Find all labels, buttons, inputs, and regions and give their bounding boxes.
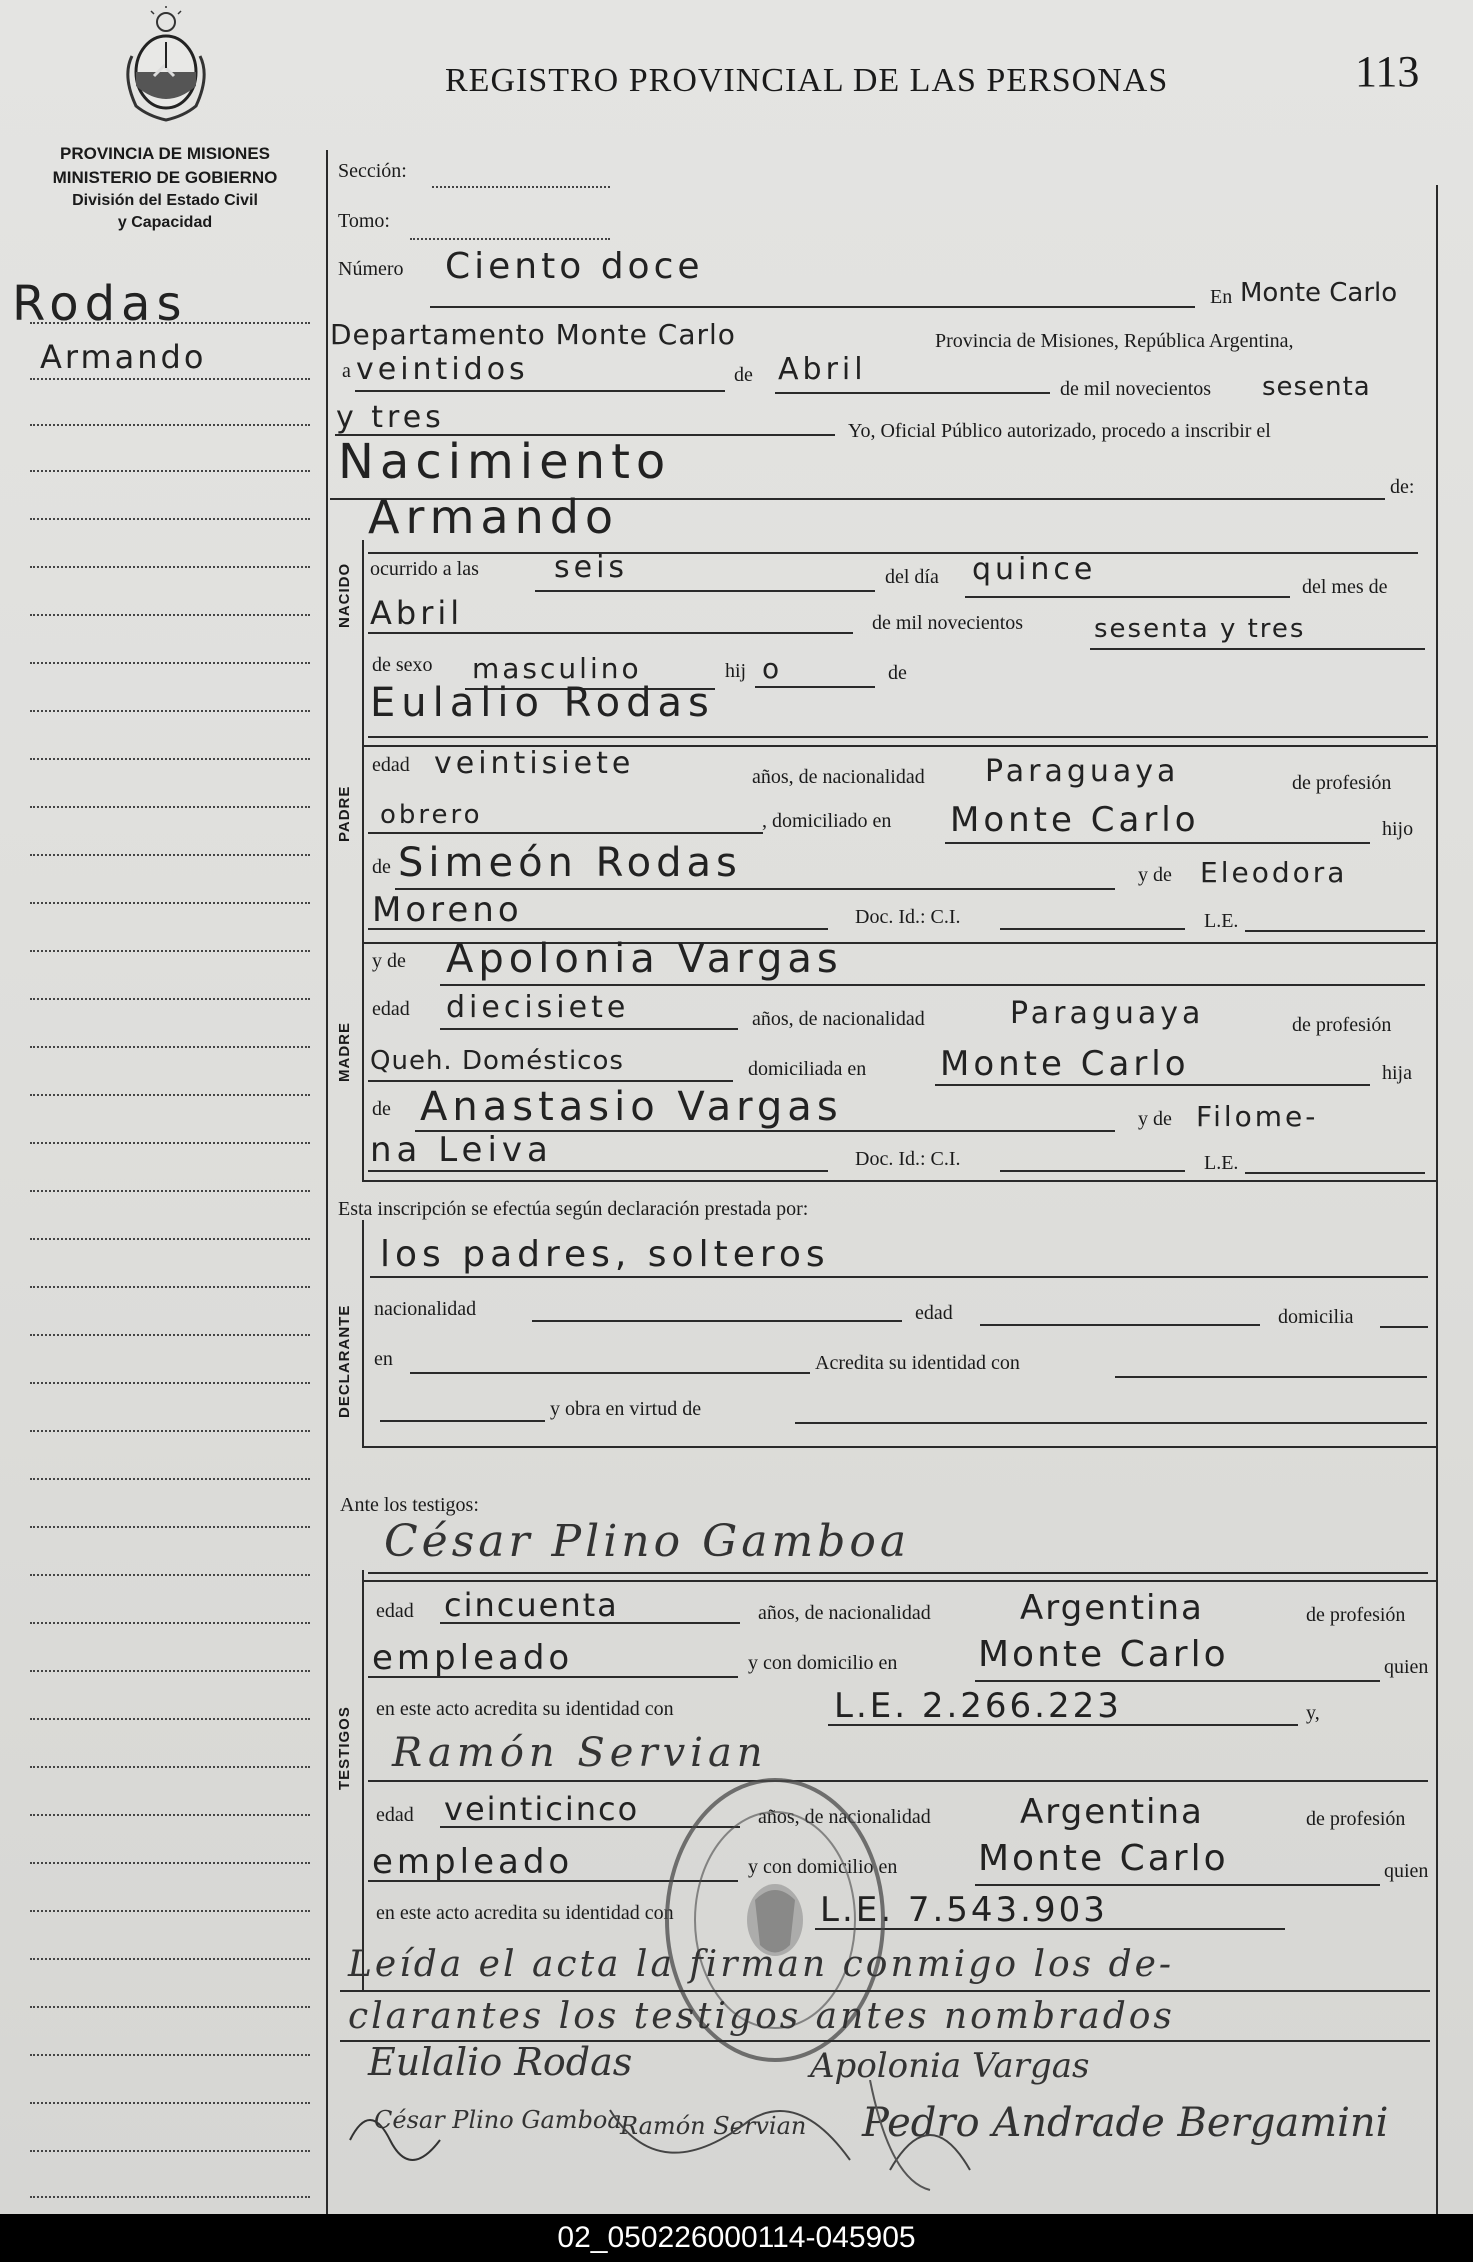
madre-domiciliada-label: domiciliada en	[748, 1058, 867, 1080]
t2-edad-label: edad	[376, 1804, 414, 1826]
margin-surname: Rodas	[12, 276, 188, 332]
declarante-en-label: en	[374, 1348, 393, 1370]
provincia-text: Provincia de Misiones, República Argentina,	[935, 330, 1294, 352]
madre-de-label: de	[372, 1098, 391, 1120]
archive-code-footer: 02_050226000114-045905	[0, 2214, 1473, 2262]
t2-nombre-value: Ramón Servian	[392, 1730, 768, 1776]
padre-padre-value: Simeón Rodas	[398, 840, 742, 886]
padre-domicilio-value: Monte Carlo	[950, 800, 1200, 840]
madre-padre-value: Anastasio Vargas	[420, 1084, 843, 1130]
declarante-side-line	[362, 1220, 364, 1446]
hora-value: seis	[554, 550, 629, 585]
acto-value: Nacimiento	[338, 434, 672, 490]
madre-anios-label: años, de nacionalidad	[752, 1008, 925, 1030]
padre-hijo-label: hijo	[1382, 818, 1414, 840]
nombre-value: Armando	[368, 490, 620, 544]
t2-anios-label: años, de nacionalidad	[758, 1806, 931, 1828]
padre-profesion-label: de profesión	[1292, 772, 1392, 794]
t2-quien-label: quien	[1384, 1860, 1429, 1882]
declaracion-text: Esta inscripción se efectúa según declaración prestada por:	[338, 1198, 809, 1220]
dia-value: quince	[972, 552, 1097, 587]
ocurrido-label: ocurrido a las	[370, 558, 479, 580]
signature-testigo-2: Ramón Servian	[620, 2112, 807, 2140]
office-line-4: y Capacidad	[117, 214, 213, 231]
t1-domicilio-value: Monte Carlo	[978, 1634, 1229, 1675]
t1-y-label: y,	[1306, 1702, 1320, 1724]
declarante-nacionalidad-label: nacionalidad	[374, 1298, 477, 1320]
frame-right-line	[1436, 185, 1438, 2214]
office-line-3: División del Estado Civil	[72, 192, 258, 209]
day-value: veintidos	[356, 352, 529, 387]
t1-acredita-label: en este acto acredita su identidad con	[376, 1698, 674, 1720]
declaracion-value: los padres, solteros	[380, 1234, 830, 1275]
divider-declarante	[362, 1446, 1436, 1448]
year-value-2: y tres	[336, 400, 445, 435]
madre-nacionalidad-value: Paraguaya	[1010, 996, 1205, 1031]
madre-section-label: MADRE	[336, 1022, 353, 1082]
del-mes-label: del mes de	[1302, 576, 1388, 598]
madre-nombre-value: Apolonia Vargas	[446, 936, 843, 982]
seccion-label: Sección:	[338, 160, 407, 182]
nacido-mil-label: de mil novecientos	[872, 612, 1024, 634]
madre-edad-value: diecisiete	[446, 990, 630, 1025]
padre-anios-label: años, de nacionalidad	[752, 766, 925, 788]
testigos-side-line	[362, 1570, 364, 1990]
nacido-section-label: NACIDO	[336, 562, 353, 628]
padre-domiciliado-label: , domiciliado en	[762, 810, 892, 832]
office-line-1: PROVINCIA DE MISIONES	[59, 144, 270, 163]
a-label: a	[342, 360, 351, 382]
section-side-line	[362, 540, 364, 1180]
mil-novecientos-label: de mil novecientos	[1060, 378, 1212, 400]
month-value: Abril	[778, 352, 867, 387]
t2-identidad-value: L.E. 7.543.903	[820, 1890, 1108, 1930]
frame-left-line	[326, 150, 328, 2214]
closing-line-2: clarantes los testigos antes nombrados	[348, 1996, 1175, 2037]
madre-le-label: L.E.	[1204, 1152, 1239, 1174]
t1-nacionalidad-value: Argentina	[1020, 1588, 1204, 1628]
t1-edad-value: cincuenta	[444, 1586, 619, 1624]
t1-nombre-value: César Plino Gamboa	[384, 1516, 911, 1567]
nacido-de-label: de	[888, 662, 907, 684]
padre-madre-value-1: Eleodora	[1200, 856, 1348, 889]
divider-declaracion	[362, 1180, 1436, 1182]
padre-section-label: PADRE	[336, 785, 353, 842]
anio-value: sesenta y tres	[1094, 614, 1306, 644]
t1-profesion-value: empleado	[372, 1638, 574, 1678]
t1-identidad-value: L.E. 2.266.223	[834, 1686, 1122, 1726]
padre-doc-label: Doc. Id.: C.I.	[855, 906, 961, 928]
t2-nacionalidad-value: Argentina	[1020, 1792, 1204, 1832]
divider-testigos	[362, 1580, 1436, 1582]
t2-domicilio-value: Monte Carlo	[978, 1838, 1229, 1879]
t1-domicilio-label: y con domicilio en	[748, 1652, 898, 1674]
del-dia-label: del día	[885, 566, 939, 588]
year-value-1: sesenta	[1262, 372, 1371, 402]
en-value: Monte Carlo	[1240, 278, 1398, 308]
numero-value: Ciento doce	[445, 246, 704, 287]
signature-oficial: Pedro Andrade Bergamini	[862, 2100, 1389, 2146]
signature-padre: Eulalio Rodas	[368, 2040, 633, 2084]
t2-domicilio-label: y con domicilio en	[748, 1856, 898, 1878]
testigos-section-label: TESTIGOS	[336, 1706, 353, 1790]
madre-edad-label: edad	[372, 998, 410, 1020]
declarante-edad-label: edad	[915, 1302, 953, 1324]
declarante-acredita-label: Acredita su identidad con	[815, 1352, 1020, 1374]
declarante-obra-label: y obra en virtud de	[550, 1398, 702, 1420]
padre-edad-value: veintisiete	[434, 746, 635, 781]
padre-nacionalidad-value: Paraguaya	[985, 754, 1180, 789]
t1-profesion-label: de profesión	[1306, 1604, 1406, 1626]
signature-testigo-1: César Plino Gamboa	[374, 2106, 622, 2134]
signature-strokes	[330, 2080, 1430, 2200]
t2-acredita-label: en este acto acredita su identidad con	[376, 1902, 674, 1924]
month-de-label: de	[734, 364, 753, 386]
declarante-domicilia-label: domicilia	[1278, 1306, 1354, 1328]
office-line-2: MINISTERIO DE GOBIERNO	[52, 168, 278, 187]
t2-profesion-value: empleado	[372, 1842, 574, 1882]
margin-given-name: Armando	[40, 338, 207, 376]
sexo-label: de sexo	[372, 654, 433, 676]
madre-madre-value-2: na Leiva	[370, 1130, 553, 1170]
t1-edad-label: edad	[376, 1600, 414, 1622]
page-number: 113	[1355, 47, 1420, 96]
coat-of-arms-icon	[118, 6, 214, 124]
declarante-section-label: DECLARANTE	[336, 1304, 353, 1418]
t1-anios-label: años, de nacionalidad	[758, 1602, 931, 1624]
t2-profesion-label: de profesión	[1306, 1808, 1406, 1830]
sexo-value: masculino	[472, 652, 642, 685]
de-colon-label: de:	[1390, 476, 1415, 498]
hij-label: hij	[725, 660, 747, 682]
mes-value: Abril	[370, 594, 464, 632]
madre-doc-label: Doc. Id.: C.I.	[855, 1148, 961, 1170]
en-label: En	[1210, 286, 1233, 308]
padre-edad-label: edad	[372, 754, 410, 776]
closing-line-1: Leída el acta la firman conmigo los de-	[348, 1944, 1175, 1985]
madre-hija-label: hija	[1382, 1062, 1412, 1084]
padre-profesion-value: obrero	[380, 800, 483, 830]
oficial-text: Yo, Oficial Público autorizado, procedo a inscribir el	[848, 420, 1271, 442]
padre-nombre-value: Eulalio Rodas	[370, 680, 715, 726]
ante-testigos-label: Ante los testigos:	[340, 1494, 479, 1516]
padre-y-de-label: y de	[1138, 864, 1172, 886]
departamento-value: Departamento Monte Carlo	[330, 318, 736, 351]
madre-profesion-value: Queh. Domésticos	[370, 1046, 624, 1076]
document-title: REGISTRO PROVINCIAL DE LAS PERSONAS	[445, 62, 1169, 99]
madre-madre-value-1: Filome-	[1196, 1100, 1319, 1133]
madre-y-de-label-2: y de	[1138, 1108, 1172, 1130]
t1-quien-label: quien	[1384, 1656, 1429, 1678]
madre-profesion-label: de profesión	[1292, 1014, 1392, 1036]
padre-le-label: L.E.	[1204, 910, 1239, 932]
hij-value: o	[762, 652, 784, 685]
madre-y-de-label: y de	[372, 950, 406, 972]
madre-domicilio-value: Monte Carlo	[940, 1044, 1190, 1084]
tomo-label: Tomo:	[338, 210, 390, 232]
padre-de-label: de	[372, 856, 391, 878]
padre-madre-value-2: Moreno	[372, 890, 523, 930]
numero-label: Número	[338, 258, 404, 280]
t2-edad-value: veinticinco	[444, 1790, 640, 1828]
signature-madre: Apolonia Vargas	[810, 2046, 1090, 2086]
